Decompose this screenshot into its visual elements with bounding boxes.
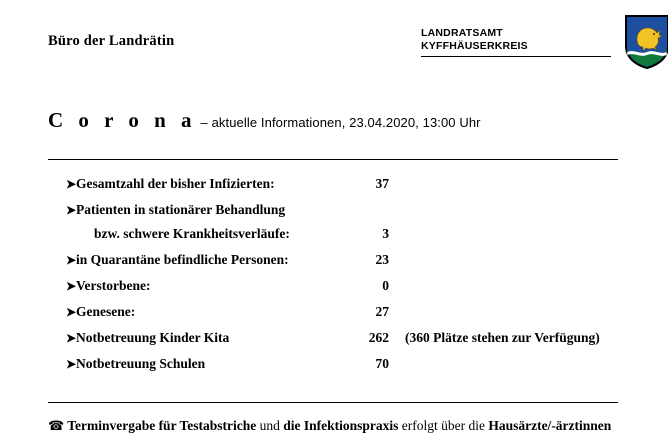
table-row (48, 252, 620, 278)
document-header (48, 0, 620, 80)
row-value: 27 (375, 304, 389, 319)
footer-note (48, 416, 628, 436)
authority-block (368, 22, 668, 74)
row-label: Genesene: (76, 304, 136, 319)
footer-part-2: und (256, 418, 284, 433)
row-label: Notbetreuung Schulen (76, 356, 206, 371)
row-value: 262 (368, 330, 389, 345)
bullet-icon: ➤ (66, 357, 77, 371)
footer-part-1: Terminvergabe für Testabstriche (67, 418, 257, 433)
bullet-icon: ➤ (66, 253, 77, 267)
table-row (48, 304, 620, 330)
table-row (48, 356, 620, 382)
row-value: 37 (375, 176, 389, 191)
bullet-icon: ➤ (66, 331, 77, 345)
row-label: Patienten in stationärer Behandlung (76, 202, 286, 217)
office-title: Büro der Landrätin (48, 33, 175, 49)
table-row (48, 176, 620, 202)
row-value: 23 (375, 252, 389, 267)
coat-of-arms-icon (624, 14, 668, 70)
bullet-icon: ➤ (66, 177, 77, 191)
footer-part-5: Hausärzte/-ärztinnen (488, 418, 612, 433)
row-label: in Quarantäne befindliche Personen: (76, 252, 289, 267)
footer-part-3: die Infektionspraxis (283, 418, 399, 433)
title-subtitle: – aktuelle Informationen, 23.04.2020, 13:00 Uhr (200, 115, 481, 130)
table-row (48, 330, 620, 356)
row-label: Notbetreuung Kinder Kita (76, 330, 230, 345)
row-label-second-line: bzw. schwere Krankheitsverläufe: (94, 226, 290, 241)
authority-line-1: LANDRATSAMT (421, 27, 503, 39)
page-title (48, 108, 620, 133)
row-note: (360 Plätze stehen zur Verfügung) (405, 330, 600, 345)
authority-line-2: KYFFHÄUSERKREIS (421, 39, 528, 52)
title-headline: C o r o n a (48, 108, 197, 132)
phone-icon: ☎ (48, 418, 65, 433)
row-value: 0 (382, 278, 389, 293)
bullet-icon: ➤ (66, 203, 77, 217)
row-value: 70 (375, 356, 389, 371)
row-label: Gesamtzahl der bisher Infizierten: (76, 176, 275, 191)
authority-name (421, 27, 528, 52)
footer-part-4: erfolgt über die (398, 418, 489, 433)
row-value: 3 (382, 226, 389, 241)
table-row-continued (48, 226, 620, 252)
divider-bottom (48, 402, 618, 403)
bullet-icon: ➤ (66, 279, 77, 293)
table-row (48, 202, 620, 226)
divider-top (48, 159, 618, 160)
table-row (48, 278, 620, 304)
row-label: Verstorbene: (76, 278, 151, 293)
bullet-icon: ➤ (66, 305, 77, 319)
header-divider (421, 56, 611, 57)
statistics-list (48, 176, 620, 382)
